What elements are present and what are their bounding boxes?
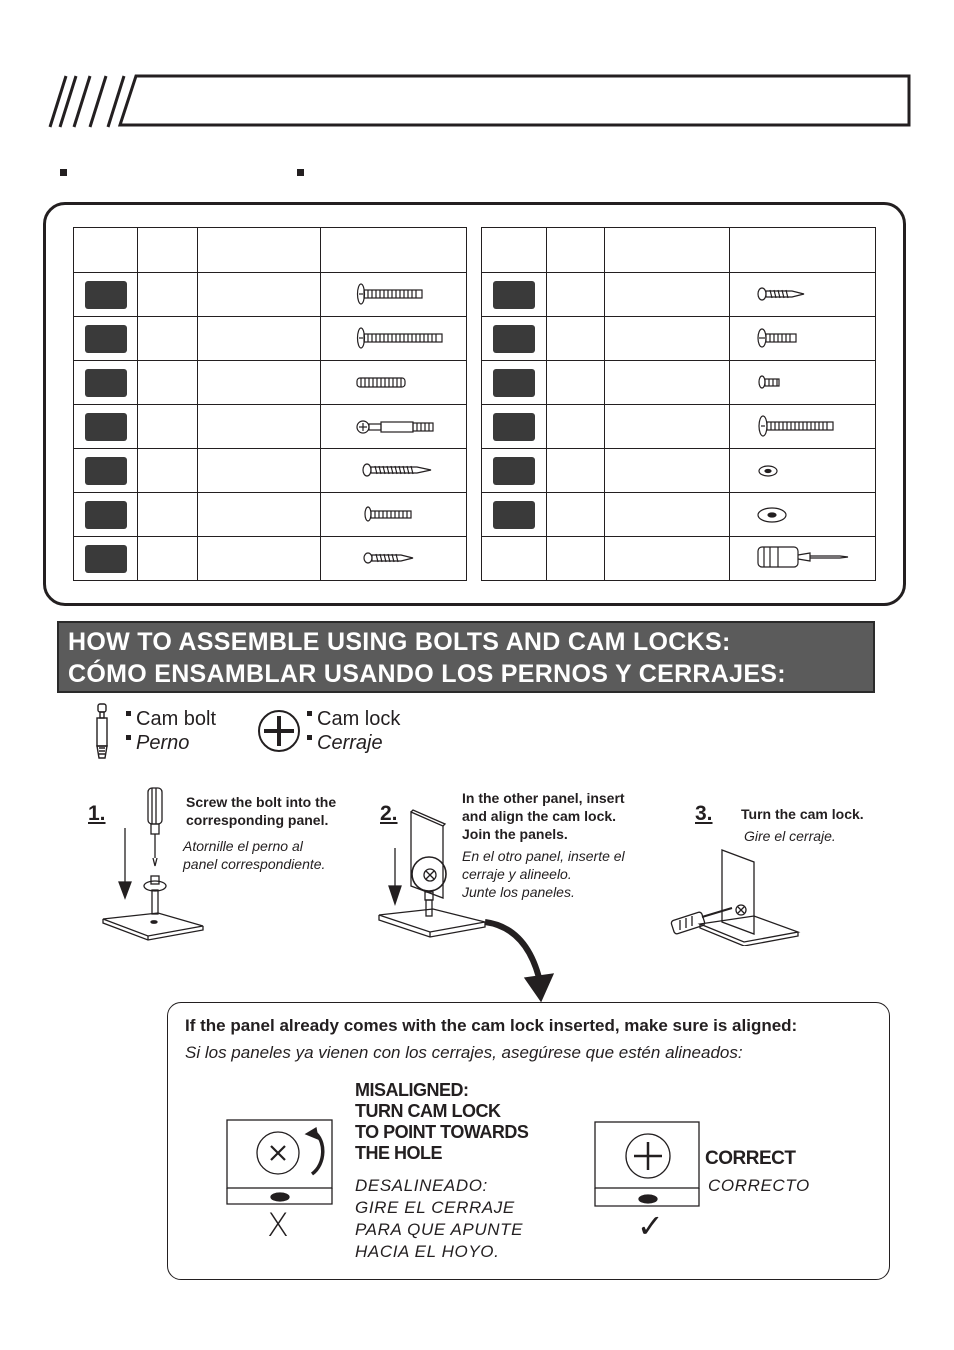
correct-text-es: CORRECTO (708, 1176, 810, 1195)
misaligned-text-es: DESALINEADO: GIRE EL CERRAJE PARA QUE APUNTE HACIA EL HOYO. (355, 1176, 524, 1261)
step-2-number: 2. (380, 802, 398, 825)
cam-bolt-icon (90, 702, 114, 762)
short-bolt-icon (321, 493, 467, 536)
short-machine-screw-icon (730, 317, 876, 360)
step-2-text-en: In the other panel, insert and align the cam lock. Join the panels. (462, 790, 625, 842)
part-letter-badge (493, 501, 535, 529)
section-bullet-left (60, 169, 67, 176)
table-row (74, 317, 467, 361)
note-text-es: Si los paneles ya vienen con los cerrajes, asegúrese que estén alineados: (185, 1043, 743, 1062)
cam-bolt-label: Cam bolt (136, 708, 217, 730)
legend-cam-bolt (126, 707, 216, 755)
perno-label: Perno (136, 732, 190, 754)
part-letter-badge (85, 413, 127, 441)
screwdriver-icon (730, 537, 876, 580)
cam-lock-label: Cam lock (317, 708, 401, 730)
misaligned-mark: X (267, 1206, 289, 1244)
table-row (482, 361, 876, 405)
step-1-illustration (98, 786, 208, 951)
parts-table-left (73, 227, 467, 581)
table-row (482, 405, 876, 449)
small-wood-screw-icon (321, 537, 467, 580)
cam-lock-icon (257, 709, 301, 753)
table-row (482, 273, 876, 317)
parts-table-right (481, 227, 876, 581)
part-letter-badge (85, 457, 127, 485)
note-text-en: If the panel already comes with the cam lock inserted, make sure is aligned: (185, 1016, 798, 1035)
correct-text-en: CORRECT (705, 1148, 796, 1169)
part-letter-badge (85, 501, 127, 529)
part-letter-badge (493, 457, 535, 485)
part-letter-badge (493, 325, 535, 353)
banner-title-en: HOW TO ASSEMBLE USING BOLTS AND CAM LOCKS: (68, 628, 731, 656)
correct-illustration (594, 1120, 704, 1210)
part-letter-badge (85, 281, 127, 309)
header-bar (44, 73, 914, 131)
step-3-text-en: Turn the cam lock. (741, 806, 864, 822)
step-2-text-es: En el otro panel, inserte el cerraje y alineelo. Junte los paneles. (462, 848, 625, 900)
table-row (74, 537, 467, 581)
step-1-number: 1. (88, 802, 106, 825)
step-1-text-en: Screw the bolt into the corresponding panel. (186, 794, 337, 828)
legend-cam-lock (307, 707, 400, 755)
small-wood-screw-icon (730, 273, 876, 316)
wood-screw-icon (321, 449, 467, 492)
misaligned-text-en: MISALIGNED: TURN CAM LOCK TO POINT TOWARDS THE HOLE (355, 1080, 529, 1163)
step-3-illustration (670, 846, 805, 946)
table-row (482, 449, 876, 493)
part-letter-badge (85, 545, 127, 573)
correct-mark: ✓ (637, 1207, 664, 1245)
table-row (482, 493, 876, 537)
threaded-rod-icon (321, 361, 467, 404)
table-row (74, 449, 467, 493)
table-header-row (482, 228, 876, 273)
step-2-illustration (375, 808, 555, 1003)
step-1-text-es: Atornille el perno al panel correspondiente. (183, 838, 326, 872)
step-3-number: 3. (695, 802, 713, 825)
part-letter-badge (85, 325, 127, 353)
table-row (74, 273, 467, 317)
tiny-bolt-icon (730, 361, 876, 404)
table-header-row (74, 228, 467, 273)
part-letter-badge (493, 281, 535, 309)
table-row (74, 405, 467, 449)
small-washer-icon (730, 449, 876, 492)
part-letter-badge (493, 413, 535, 441)
table-row (74, 493, 467, 537)
table-row (74, 361, 467, 405)
misaligned-illustration (226, 1118, 336, 1208)
step-3-text-es: Gire el cerraje. (744, 828, 836, 844)
table-row (482, 317, 876, 361)
part-letter-badge (493, 369, 535, 397)
cam-bolt-icon (321, 405, 467, 448)
long-machine-screw-icon (321, 317, 467, 360)
banner-title-es: CÓMO ENSAMBLAR USANDO LOS PERNOS Y CERRAJES: (68, 660, 786, 688)
large-washer-icon (730, 493, 876, 536)
section-bullet-right (297, 169, 304, 176)
part-letter-badge (85, 369, 127, 397)
cerraje-label: Cerraje (317, 732, 383, 754)
long-bolt-icon (730, 405, 876, 448)
table-row (482, 537, 876, 581)
machine-screw-icon (321, 273, 467, 316)
assembly-banner (57, 621, 875, 693)
